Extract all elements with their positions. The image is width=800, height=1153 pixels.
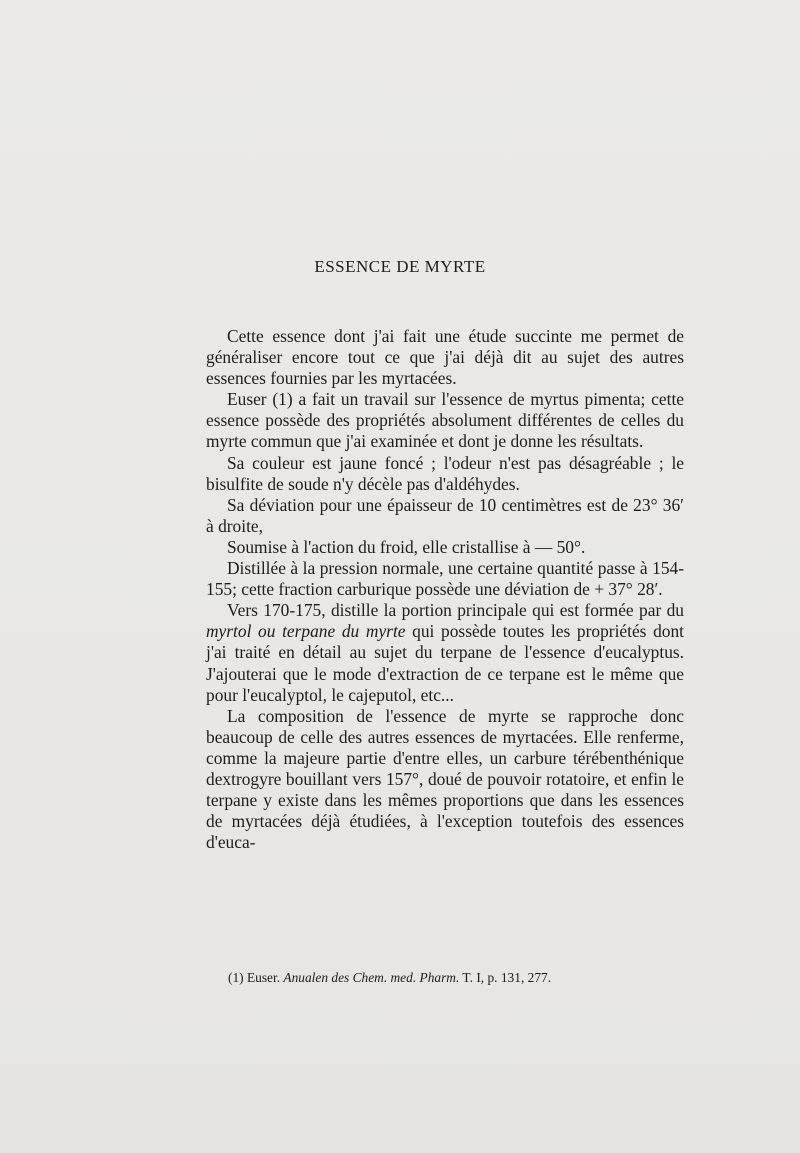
paragraph-8: La composition de l'essence de myrte se rapproche donc beaucoup de celle des autres essences de myrtacées. Elle renferme, comme la majeure partie d'entre elles, un carbure térébenthénique dextrogyre bouillant vers 157°, doué de pouvoir rotatoire, et enfin le terpane y existe dans les mêmes proportions que dans les essences de myrtacées déjà étudiées, à l'exception toutefois des essences d'euca-: [206, 705, 684, 853]
paragraph-6: Distillée à la pression normale, une certaine quantité passe à 154-155; cette fraction carburique possède une déviation de + 37° 28′.: [206, 558, 684, 600]
paragraph-2: Euser (1) a fait un travail sur l'essence de myrtus pimenta; cette essence possède des propriétés absolument différentes de celles du myrte commun que j'ai examinée et dont je donne les résultats.: [206, 389, 684, 452]
footnote-journal: Anualen des Chem. med. Pharm.: [283, 970, 460, 985]
paragraph-7-text-start: Vers 170-175, distille la portion principale qui est formée par du: [227, 600, 684, 621]
footnote-prefix: (1) Euser.: [228, 970, 284, 985]
paragraph-1: Cette essence dont j'ai fait une étude succinte me permet de généraliser encore tout ce que j'ai déjà dit au sujet des autres essences fournies par les myrtacées.: [206, 326, 684, 389]
paragraph-7-italic: myrtol ou terpane du myrte: [206, 621, 406, 642]
paragraph-4: Sa déviation pour une épaisseur de 10 centimètres est de 23° 36′ à droite,: [206, 494, 684, 536]
page-title: ESSENCE DE MYRTE: [314, 257, 486, 276]
paragraph-5: Soumise à l'action du froid, elle cristallise à — 50°.: [227, 536, 586, 557]
body-text: [206, 326, 684, 853]
paragraph-3: Sa couleur est jaune foncé ; l'odeur n'est pas désagréable ; le bisulfite de soude n'y décèle pas d'aldéhydes.: [206, 452, 684, 494]
footnote: [228, 970, 684, 986]
footnote-suffix: T. I, p. 131, 277.: [459, 970, 552, 985]
paragraph-7: [206, 600, 684, 705]
paragraph-7-text-end: qui possède toutes les propriétés dont j'ai traité en détail au sujet du terpane de l'essence d'eucalyptus. J'ajouterai que le mode d'extraction de ce terpane est le même que pour l'eucalyptol, le cajeputol, etc...: [206, 621, 685, 705]
